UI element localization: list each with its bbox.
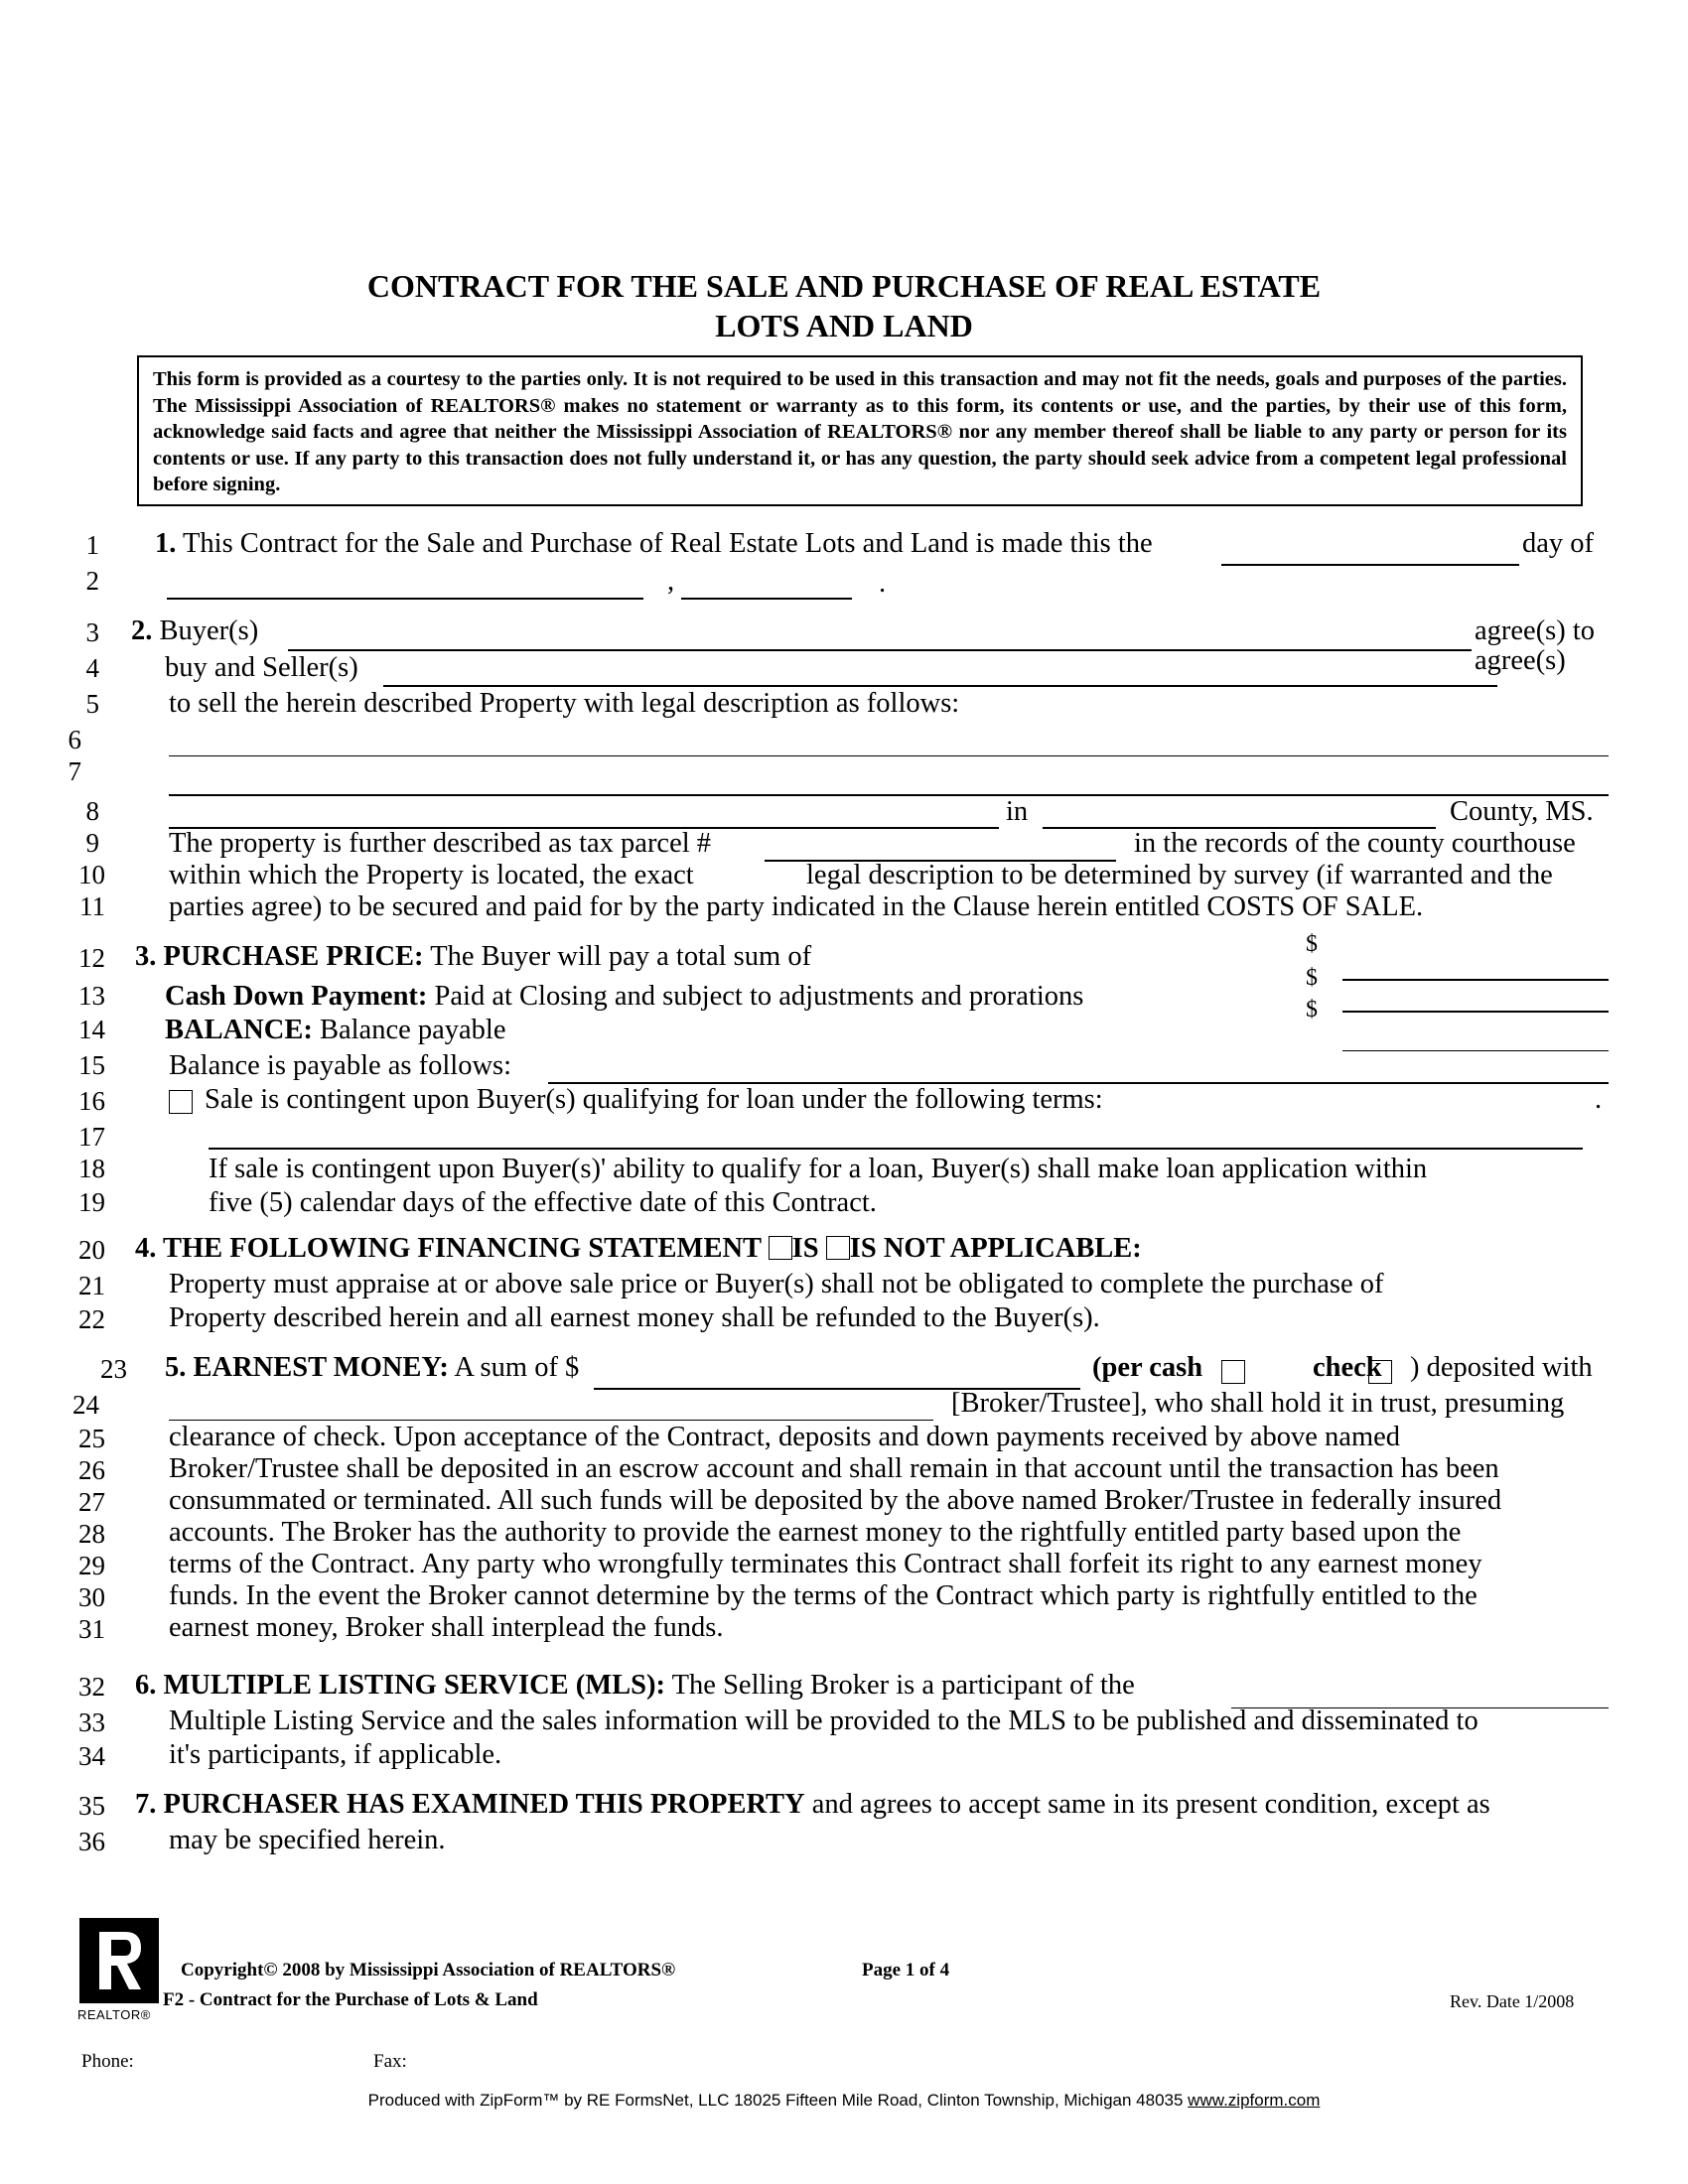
realtor-logo bbox=[79, 1918, 159, 2003]
contract-year-field[interactable] bbox=[681, 598, 852, 600]
seller-label: buy and Seller(s) bbox=[165, 652, 358, 683]
comma: , bbox=[667, 566, 675, 597]
contract-month-field[interactable] bbox=[167, 598, 643, 600]
line-number: 34 bbox=[78, 1741, 105, 1771]
earnest-money-text-line: terms of the Contract. Any party who wrongfully terminates this Contract shall forfeit its right to any earnest money bbox=[169, 1549, 1482, 1579]
line-number: 22 bbox=[78, 1304, 105, 1334]
legal-description-line-1[interactable] bbox=[169, 755, 1609, 756]
line-number: 25 bbox=[78, 1424, 105, 1453]
financing-text-2: Property described herein and all earnest money shall be refunded to the Buyer(s). bbox=[169, 1302, 1100, 1333]
cash-down-line: Cash Down Payment: Paid at Closing and subject to adjustments and prorations bbox=[165, 981, 1084, 1012]
line-number: 13 bbox=[78, 981, 105, 1011]
line-number: 27 bbox=[78, 1487, 105, 1517]
page-number: Page 1 of 4 bbox=[862, 1960, 950, 1980]
loan-contingent-checkbox[interactable] bbox=[169, 1090, 193, 1114]
seller-name-field[interactable] bbox=[383, 685, 1497, 687]
line-number: 4 bbox=[85, 653, 99, 683]
buyer-name-field[interactable] bbox=[288, 649, 1472, 651]
line-number: 35 bbox=[78, 1791, 105, 1821]
examined-property-text-2: may be specified herein. bbox=[169, 1825, 446, 1855]
document-title: CONTRACT FOR THE SALE AND PURCHASE OF REAL ESTATE bbox=[366, 268, 1322, 304]
loan-terms-field[interactable] bbox=[209, 1148, 1583, 1150]
contingent-period: . bbox=[1595, 1084, 1603, 1115]
period: . bbox=[879, 568, 887, 599]
line-number: 8 bbox=[85, 796, 99, 826]
broker-trustee-text: [Broker/Trustee], who shall hold it in trust, presuming bbox=[951, 1388, 1565, 1419]
line-number: 23 bbox=[100, 1354, 127, 1384]
within-text: within which the Property is located, the exact bbox=[169, 860, 694, 890]
fax-label: Fax: bbox=[373, 2051, 407, 2072]
earnest-cash-checkbox[interactable] bbox=[1221, 1360, 1245, 1384]
earnest-money-line: 5. EARNEST MONEY: A sum of $ bbox=[165, 1352, 580, 1383]
line-number: 33 bbox=[78, 1707, 105, 1737]
mls-text-2: Multiple Listing Service and the sales information will be provided to the MLS to be published and disseminated to bbox=[169, 1706, 1478, 1736]
financing-is-not-checkbox[interactable] bbox=[826, 1236, 850, 1260]
line-number: 14 bbox=[78, 1015, 105, 1044]
check-label: check bbox=[1313, 1352, 1382, 1383]
line-number: 15 bbox=[78, 1050, 105, 1080]
line-number: 6 bbox=[68, 725, 81, 754]
county-ms-label: County, MS. bbox=[1450, 796, 1594, 827]
earnest-money-text-line: clearance of check. Upon acceptance of the Contract, deposits and down payments received by above named bbox=[169, 1422, 1401, 1452]
legal-description-line-2[interactable] bbox=[169, 794, 1609, 796]
tax-parcel-label: The property is further described as tax parcel # bbox=[169, 828, 712, 859]
earnest-money-text-line: funds. In the event the Broker cannot determine by the terms of the Contract which party is rightfully entitled to the bbox=[169, 1580, 1477, 1611]
line-number: 36 bbox=[78, 1827, 105, 1856]
line-number: 3 bbox=[85, 617, 99, 647]
per-cash-label: (per cash bbox=[1092, 1352, 1203, 1383]
mls-line: 6. MULTIPLE LISTING SERVICE (MLS): The Selling Broker is a participant of the bbox=[135, 1670, 1135, 1701]
agrees-label: agree(s) bbox=[1475, 645, 1566, 676]
revision-date: Rev. Date 1/2008 bbox=[1450, 1991, 1575, 2011]
line-number: 11 bbox=[79, 891, 105, 921]
zipform-link[interactable]: www.zipform.com bbox=[1188, 2091, 1321, 2110]
financing-text-1: Property must appraise at or above sale price or Buyer(s) shall not be obligated to complete the purchase of bbox=[169, 1269, 1384, 1299]
financing-is-checkbox[interactable] bbox=[769, 1236, 792, 1260]
line-number: 32 bbox=[78, 1672, 105, 1702]
sell-text: to sell the herein described Property with legal description as follows: bbox=[169, 688, 960, 719]
realtor-r-icon bbox=[79, 1918, 159, 2003]
dollar-sign-3: $ bbox=[1306, 997, 1318, 1023]
line-number: 7 bbox=[68, 756, 81, 786]
phone-label: Phone: bbox=[81, 2051, 134, 2072]
line-number: 28 bbox=[78, 1519, 105, 1549]
earnest-money-text-line: Broker/Trustee shall be deposited in an escrow account and shall remain in that account until the transaction has been bbox=[169, 1453, 1499, 1484]
contingent-text: Sale is contingent upon Buyer(s) qualifying for loan under the following terms: bbox=[205, 1084, 1103, 1115]
records-label: in the records of the county courthouse bbox=[1134, 828, 1576, 859]
line-number: 2 bbox=[85, 566, 99, 596]
balance-field[interactable] bbox=[1342, 1050, 1609, 1051]
line-number: 1 bbox=[85, 530, 99, 560]
purchase-price-field[interactable] bbox=[1342, 979, 1609, 981]
disclaimer-box: This form is provided as a courtesy to the parties only. It is not required to be used in this transaction and may not fit the needs, goals and purposes of the parties. The Mississippi Association of REALTORS® makes no statement or warranty as to this form, its contents or use, and the parties, by their use of this form, acknowledge said facts and agree that neither the Mississippi Association of REALTORS® nor any member thereof shall be liable to any party or person for its contents or use. If any party to this transaction does not fully understand it, or has any question, the party should seek advice from a competent legal professional before signing. bbox=[137, 355, 1583, 506]
line-number: 26 bbox=[78, 1455, 105, 1485]
deposited-with-label: ) deposited with bbox=[1410, 1352, 1593, 1383]
form-name-text: F2 - Contract for the Purchase of Lots & Land bbox=[163, 1989, 538, 2010]
day-of-label: day of bbox=[1522, 528, 1595, 559]
line-number: 12 bbox=[78, 943, 105, 973]
line-number: 17 bbox=[78, 1122, 105, 1152]
balance-line: BALANCE: Balance payable bbox=[165, 1015, 506, 1045]
examined-property-line: 7. PURCHASER HAS EXAMINED THIS PROPERTY and agrees to accept same in its present condition, except as bbox=[135, 1789, 1490, 1820]
line-number: 21 bbox=[78, 1271, 105, 1300]
earnest-money-text-line: earnest money, Broker shall interplead the funds. bbox=[169, 1612, 724, 1643]
legal-desc-text: legal description to be determined by survey (if warranted and the bbox=[806, 860, 1553, 890]
line-number: 24 bbox=[72, 1390, 99, 1420]
dollar-sign-1: $ bbox=[1306, 931, 1318, 957]
in-label: in bbox=[1006, 796, 1029, 827]
earnest-money-text-line: accounts. The Broker has the authority to provide the earnest money to the rightfully entitled party based upon the bbox=[169, 1517, 1462, 1548]
line-number: 9 bbox=[85, 828, 99, 858]
loan-application-text-2: five (5) calendar days of the effective date of this Contract. bbox=[209, 1187, 877, 1218]
line-number: 29 bbox=[78, 1551, 105, 1580]
mls-text-3: it's participants, if applicable. bbox=[169, 1739, 502, 1770]
parties-agree-text: parties agree) to be secured and paid for by the party indicated in the Clause herein entitled COSTS OF SALE. bbox=[169, 891, 1424, 922]
line-number: 31 bbox=[78, 1614, 105, 1644]
line-number: 16 bbox=[78, 1086, 105, 1116]
line-number: 19 bbox=[78, 1187, 105, 1217]
balance-as-follows-label: Balance is payable as follows: bbox=[169, 1050, 512, 1081]
line-number: 20 bbox=[78, 1235, 105, 1265]
earnest-check-checkbox[interactable] bbox=[1368, 1360, 1392, 1384]
line-number: 10 bbox=[78, 860, 105, 889]
document-subtitle: LOTS AND LAND bbox=[715, 308, 973, 343]
produced-by-text: Produced with ZipForm™ by RE FormsNet, LLC 18025 Fifteen Mile Road, Clinton Township, Michigan 48035 www.zipform.com bbox=[367, 2091, 1321, 2110]
broker-trustee-field[interactable] bbox=[169, 1420, 933, 1421]
financing-heading: 4. THE FOLLOWING FINANCING STATEMENT IS IS NOT APPLICABLE: bbox=[135, 1233, 1142, 1264]
line-number: 5 bbox=[85, 689, 99, 719]
buyer-label: 2. Buyer(s) bbox=[131, 615, 259, 646]
contract-day-field[interactable] bbox=[1221, 564, 1519, 566]
line-number: 18 bbox=[78, 1154, 105, 1183]
line-number: 30 bbox=[78, 1582, 105, 1612]
realtor-logo-text: REALTOR® bbox=[77, 2007, 151, 2022]
earnest-money-text-line: consummated or terminated. All such funds will be deposited by the above named Broker/Trustee in federally insured bbox=[169, 1485, 1502, 1516]
loan-application-text-1: If sale is contingent upon Buyer(s)' ability to qualify for a loan, Buyer(s) shall make loan application within bbox=[209, 1154, 1428, 1184]
dollar-sign-2: $ bbox=[1306, 965, 1318, 991]
agrees-to-label: agree(s) to bbox=[1475, 615, 1596, 646]
cash-down-field[interactable] bbox=[1342, 1011, 1609, 1013]
copyright-text: Copyright© 2008 by Mississippi Association of REALTORS® bbox=[181, 1960, 676, 1980]
purchase-price-line: 3. PURCHASE PRICE: The Buyer will pay a total sum of bbox=[135, 941, 812, 972]
section1-text: 1. This Contract for the Sale and Purchase of Real Estate Lots and Land is made this the bbox=[155, 528, 1153, 559]
